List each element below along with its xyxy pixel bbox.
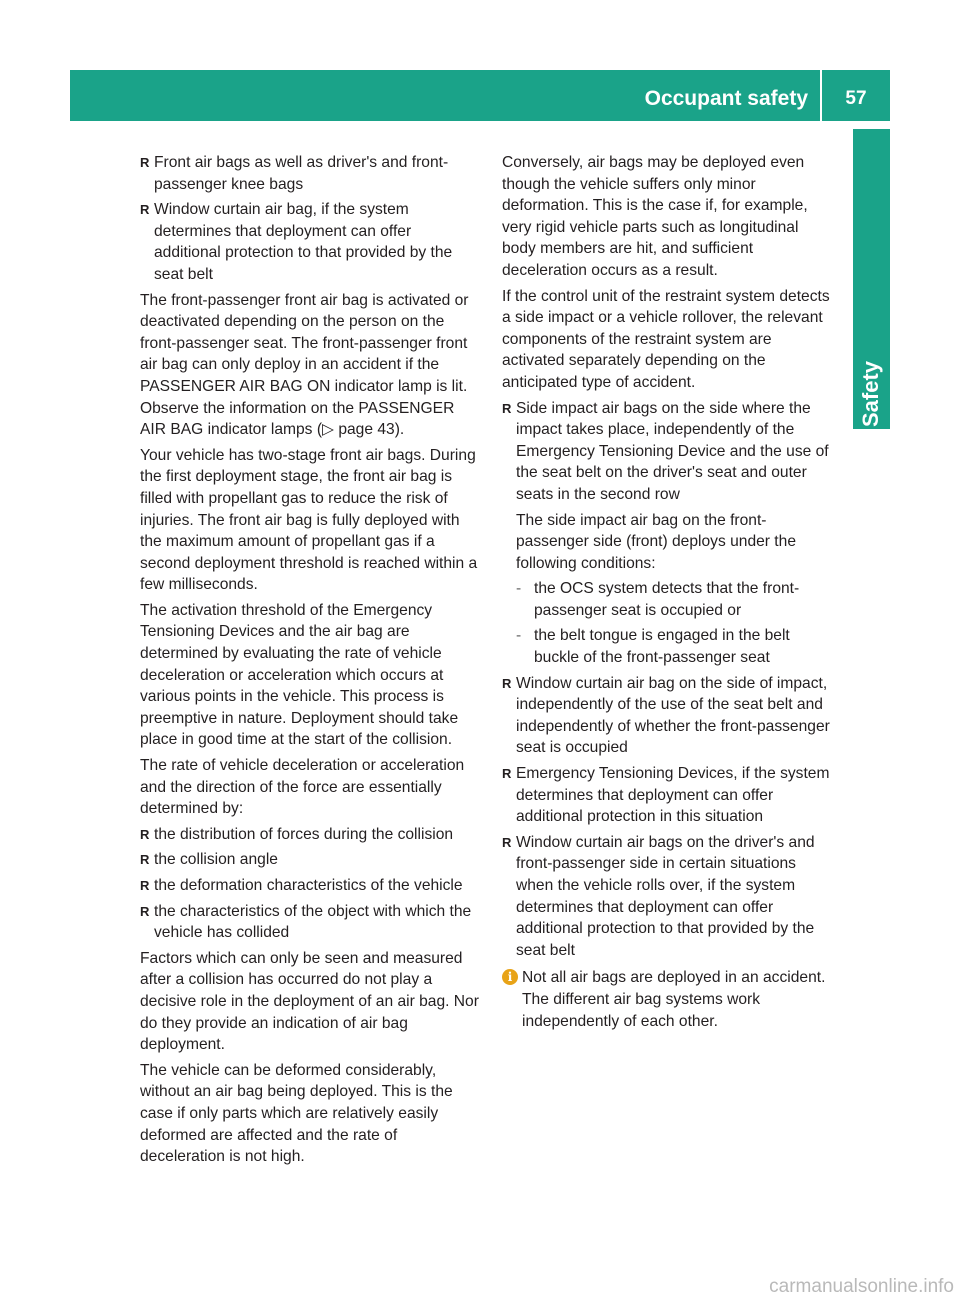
paragraph: Factors which can only be seen and measured after a collision has occurred do not play a decisive role in the deployment of an air bag. Nor do they provide an indication of air bag deployment. — [140, 949, 479, 1054]
paragraph: The rate of vehicle deceleration or acceleration and the direction of the force are essentially determined by: — [140, 757, 465, 818]
bullet-item — [140, 849, 482, 871]
bullet-marker: R — [140, 852, 150, 868]
bullet-text: Window curtain air bag on the side of impact, independently of the use of the seat belt and independently of whether the front-passenger seat is occupied — [516, 674, 830, 757]
bullet-subtext: The side impact air bag on the front-passenger side (front) deploys under the following conditions: — [516, 511, 796, 572]
left-column — [140, 152, 482, 1172]
bullet-marker: R — [140, 826, 150, 842]
bullet-text: the collision angle — [154, 851, 278, 869]
paragraph: The activation threshold of the Emergency Tensioning Devices and the air bag are determined by evaluating the rate of vehicle deceleration or acceleration which occurs at various points in the vehicle. This process is preemptive in nature. Deployment should take place in good time at the start of the collision. — [140, 601, 459, 749]
header-bar — [70, 70, 890, 121]
bullet-marker: R — [140, 878, 150, 893]
info-text: Not all air bags are deployed in an accident. The different air bag systems work independently of each other. — [522, 969, 826, 1030]
info-icon: i — [502, 969, 518, 985]
bullet-marker: R — [140, 155, 150, 170]
paragraph — [140, 290, 482, 441]
chapter-tab-label: Safety — [858, 360, 884, 428]
right-column — [502, 152, 834, 1032]
page-number: 57 — [845, 88, 867, 109]
bullet-text: the distribution of forces during the collision — [154, 825, 454, 843]
bullet-item — [140, 152, 482, 195]
bullet-text: Front air bags as well as driver's and front-passenger knee bags — [154, 154, 449, 193]
paragraph: The vehicle can be deformed considerably, without an air bag being deployed. This is the case if only parts which are relatively easily deformed are affected and the rate of deceleration is not high. — [140, 1061, 453, 1166]
bullet-item — [502, 673, 834, 759]
bullet-text: Window curtain air bag, if the system determines that deployment can offer additional protection to that provided by the seat belt — [154, 201, 453, 283]
paragraph: If the control unit of the restraint system detects a side impact or a vehicle rollover, the relevant components of the restraint system are activated separately depending on the anticipated type of accident. — [502, 287, 830, 391]
bullet-item — [502, 832, 834, 962]
bullet-item — [502, 763, 834, 828]
dash-marker: - — [516, 627, 522, 645]
dash-marker: - — [516, 580, 522, 598]
watermark: carmanualsonline.info — [769, 1276, 954, 1297]
chapter-tab-label-wrap — [853, 344, 890, 444]
paragraph: Your vehicle has two-stage front air bags. During the first deployment stage, the front air bag is filled with propellant gas to reduce the risk of injuries. The front air bag is fully deployed with the maximum amount of propellant gas if a second deployment threshold is reached within a few milliseconds. — [140, 446, 478, 594]
bullet-marker: R — [502, 766, 512, 782]
bullet-text: Emergency Tensioning Devices, if the system determines that deployment can offer additional protection in this situation — [516, 765, 830, 826]
dash-text: the OCS system detects that the front-passenger seat is occupied or — [534, 580, 800, 619]
dash-item — [502, 578, 834, 621]
page-reference-link[interactable]: (▷ page 43). — [316, 421, 405, 439]
bullet-marker: R — [140, 202, 150, 218]
bullet-item — [502, 398, 834, 506]
bullet-text: the characteristics of the object with which the vehicle has collided — [154, 902, 472, 942]
bullet-marker: R — [502, 675, 512, 691]
bullet-marker: R — [140, 903, 150, 919]
bullet-text: Side impact air bags on the side where the impact takes place, independently of the Emergency Tensioning Device and the use of the seat belt on the driver's seat and outer seats in the second row — [516, 399, 829, 503]
dash-text: the belt tongue is engaged in the belt buckle of the front-passenger seat — [534, 627, 790, 667]
section-title: Occupant safety — [644, 87, 808, 110]
bullet-item — [140, 875, 482, 897]
bullet-text: Window curtain air bags on the driver's and front-passenger side in certain situations when the vehicle rolls over, if the system determines that deployment can offer additional protection to that provided by the seat belt — [516, 833, 815, 959]
bullet-text: the deformation characteristics of the vehicle — [154, 877, 463, 894]
paragraph-text: The front-passenger front air bag is activated or deactivated depending on the person on the front-passenger seat. The front-passenger front air bag can only deploy in an accident if the PASSENGER AIR BAG ON indicator lamp is lit. Observe the information on the PASSENGER AIR BAG indicator lamps — [140, 291, 469, 439]
dash-item — [502, 625, 834, 668]
bullet-item — [140, 824, 482, 846]
bullet-item — [140, 199, 482, 285]
chapter-tab — [853, 129, 890, 429]
info-note — [502, 967, 834, 1032]
bullet-item — [140, 901, 482, 944]
bullet-marker: R — [502, 834, 512, 850]
paragraph: Conversely, air bags may be deployed even though the vehicle suffers only minor deformation. This is the case if, for example, very rigid vehicle parts such as longitudinal body members are hit, and sufficient deceleration occurs as a result. — [502, 154, 808, 279]
bullet-marker: R — [502, 400, 512, 416]
